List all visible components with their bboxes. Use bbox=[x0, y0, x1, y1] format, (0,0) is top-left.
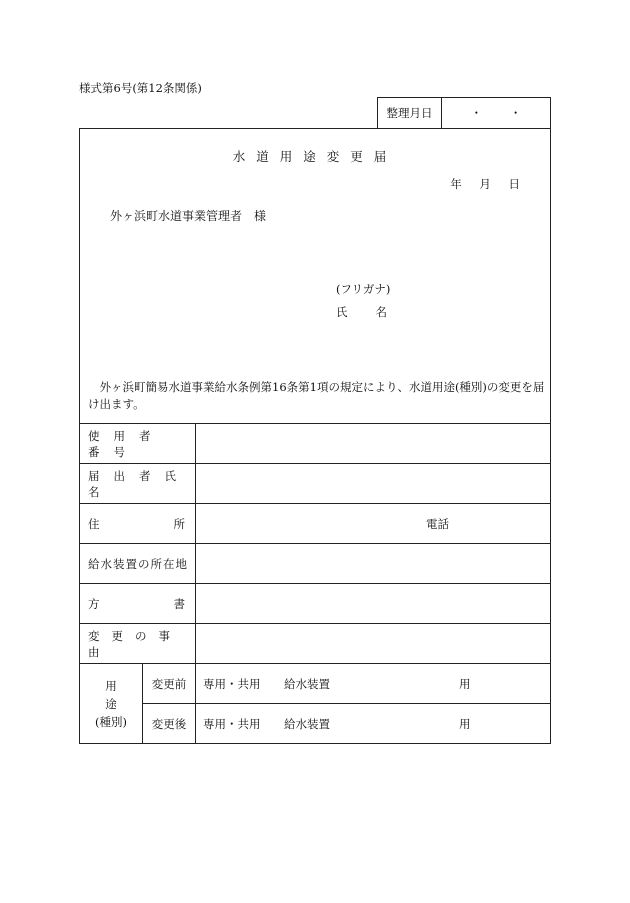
table-row bbox=[80, 664, 551, 704]
reason-text: 変更の事由 bbox=[88, 628, 182, 659]
form-number: 様式第6号(第12条関係) bbox=[79, 81, 202, 95]
receipt-date-label: 整理月日 bbox=[378, 98, 442, 128]
device-location-text: 給水装置の所在地 bbox=[88, 556, 188, 571]
after-suffix-text: 用 bbox=[459, 717, 471, 731]
table-row bbox=[80, 544, 551, 584]
reason-label bbox=[80, 624, 196, 664]
statement-text: 外ヶ浜町簡易水道事業給水条例第16条第1項の規定により、水道用途(種別)の変更を届け出ます。 bbox=[88, 380, 545, 411]
before-change-label: 変更前 bbox=[143, 664, 196, 704]
table-row bbox=[80, 424, 551, 464]
furigana-label: (フリガナ) bbox=[336, 282, 391, 296]
date-field[interactable]: 年 月 日 bbox=[450, 177, 520, 191]
user-number-text: 使用者番号 bbox=[88, 428, 165, 459]
direction-label-left: 方 bbox=[88, 596, 100, 611]
before-suffix-text: 用 bbox=[459, 677, 471, 691]
usage-label-line1: 用途 bbox=[105, 678, 133, 711]
table-row bbox=[80, 584, 551, 624]
after-change-label: 変更後 bbox=[143, 704, 196, 744]
reason-field[interactable] bbox=[196, 624, 551, 664]
user-number-field[interactable] bbox=[196, 424, 551, 464]
applicant-name-label bbox=[80, 464, 196, 504]
name-label: 氏名 bbox=[336, 305, 415, 319]
before-option-text: 専用・共用 bbox=[203, 677, 261, 691]
receipt-date-box bbox=[377, 97, 551, 128]
device-location-field[interactable] bbox=[196, 544, 551, 584]
before-change-field[interactable] bbox=[196, 664, 551, 704]
after-device-text: 給水装置 bbox=[284, 717, 330, 731]
device-location-label bbox=[80, 544, 196, 584]
receipt-date-field[interactable]: ・ ・ bbox=[470, 106, 522, 120]
applicant-name-text: 届出者氏名 bbox=[88, 468, 190, 499]
addressee: 外ヶ浜町水道事業管理者 様 bbox=[110, 209, 267, 223]
direction-label bbox=[80, 584, 196, 624]
direction-field[interactable] bbox=[196, 584, 551, 624]
table-row bbox=[80, 464, 551, 504]
telephone-label: 電話 bbox=[426, 517, 449, 531]
usage-label-line2: (種別) bbox=[95, 714, 127, 729]
applicant-name-field[interactable] bbox=[196, 464, 551, 504]
table-row bbox=[80, 504, 551, 544]
table-row bbox=[80, 704, 551, 744]
table-row bbox=[80, 624, 551, 664]
before-device-text: 給水装置 bbox=[284, 677, 330, 691]
usage-label bbox=[80, 664, 143, 744]
address-label-left: 住 bbox=[88, 516, 100, 531]
document-title: 水道用途変更届 bbox=[232, 149, 398, 164]
address-field[interactable] bbox=[196, 504, 551, 544]
form-table bbox=[79, 423, 551, 744]
after-change-field[interactable] bbox=[196, 704, 551, 744]
user-number-label bbox=[80, 424, 196, 464]
address-label-right: 所 bbox=[173, 516, 185, 531]
direction-label-right: 書 bbox=[173, 596, 185, 611]
after-option-text: 専用・共用 bbox=[203, 717, 261, 731]
address-label bbox=[80, 504, 196, 544]
notice-body bbox=[79, 128, 551, 424]
